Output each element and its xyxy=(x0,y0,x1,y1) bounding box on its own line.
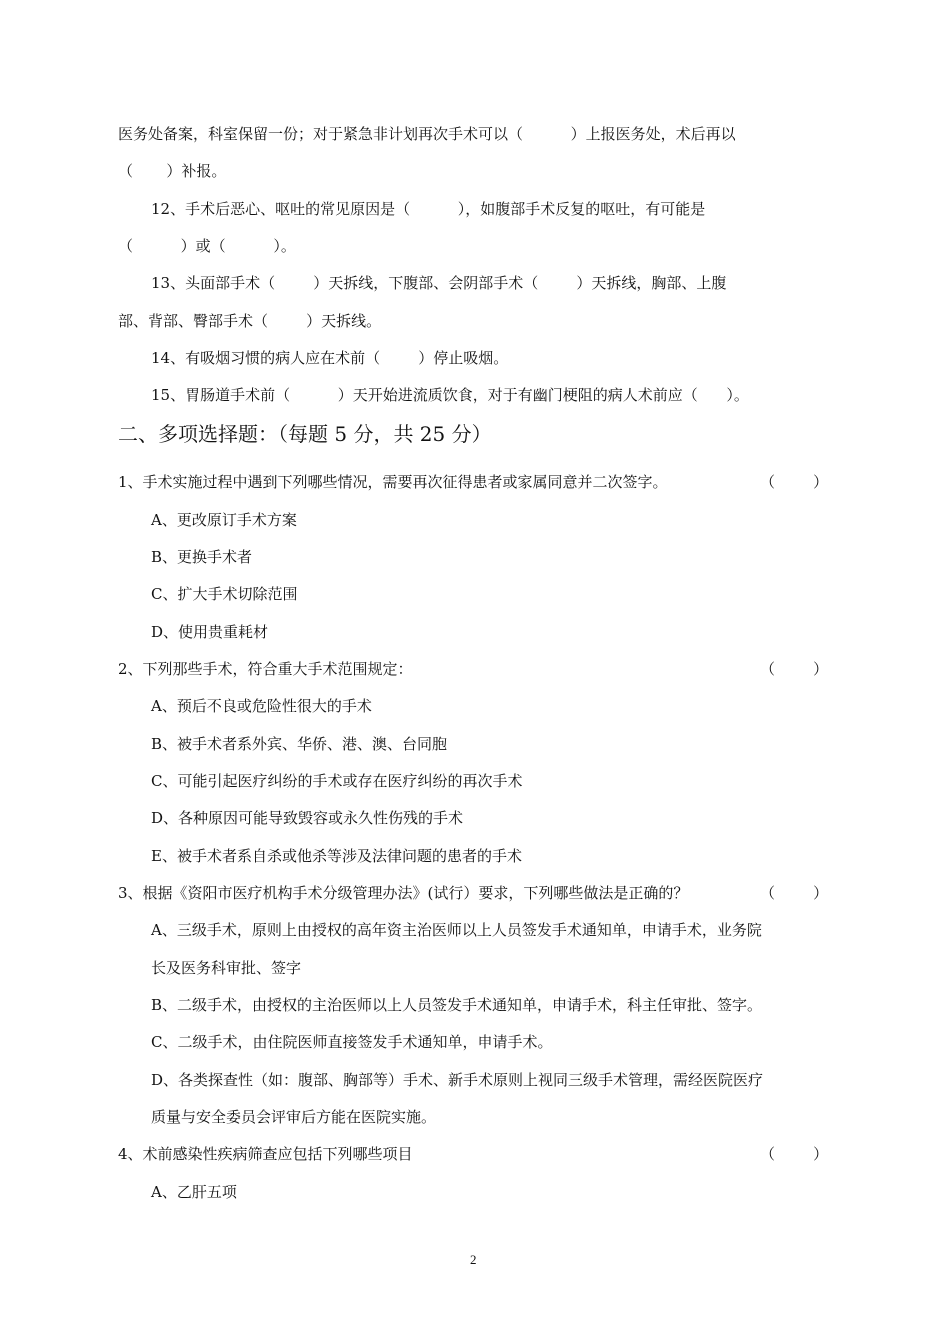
answer-paren: （ ） xyxy=(760,884,829,902)
text-line: （ ）或（ ）。 xyxy=(118,237,296,255)
option-item: B、更换手术者 xyxy=(151,548,253,566)
answer-paren: （ ） xyxy=(760,1145,829,1163)
option-item: D、各类探查性（如：腹部、胸部等）手术、新手术原则上视同三级手术管理，需经医院医疗 xyxy=(151,1071,764,1089)
option-item: C、可能引起医疗纠纷的手术或存在医疗纠纷的再次手术 xyxy=(151,772,523,790)
text-line: 12、手术后恶心、呕吐的常见原因是（ ），如腹部手术反复的呕吐，有可能是 xyxy=(151,200,706,218)
answer-paren: （ ） xyxy=(760,660,829,678)
option-item: B、被手术者系外宾、华侨、港、澳、台同胞 xyxy=(151,735,448,753)
option-item: A、三级手术，原则上由授权的高年资主治医师以上人员签发手术通知单，申请手术，业务院 xyxy=(151,921,762,939)
text-line: 13、头面部手术（ ）天拆线，下腹部、会阴部手术（ ）天拆线，胸部、上腹 xyxy=(151,274,727,292)
answer-paren: （ ） xyxy=(760,473,829,491)
text-line: （ ）补报。 xyxy=(118,162,227,180)
option-item: A、预后不良或危险性很大的手术 xyxy=(151,697,372,715)
text-line: 14、有吸烟习惯的病人应在术前（ ）停止吸烟。 xyxy=(151,349,509,367)
option-item: A、乙肝五项 xyxy=(151,1183,237,1201)
option-item: 质量与安全委员会评审后方能在医院实施。 xyxy=(151,1108,437,1126)
option-item: A、更改原订手术方案 xyxy=(151,511,297,529)
option-item: D、各种原因可能导致毁容或永久性伤残的手术 xyxy=(151,809,464,827)
option-item: D、使用贵重耗材 xyxy=(151,623,269,641)
text-line: 15、胃肠道手术前（ ）天开始进流质饮食，对于有幽门梗阻的病人术前应（ ）。 xyxy=(151,386,749,404)
option-item: 长及医务科审批、签字 xyxy=(151,959,302,977)
page-number: 2 xyxy=(470,1252,477,1267)
question-stem: 3、根据《资阳市医疗机构手术分级管理办法》(试行）要求，下列哪些做法是正确的？ xyxy=(118,884,689,902)
option-item: C、二级手术，由住院医师直接签发手术通知单，申请手术。 xyxy=(151,1033,553,1051)
text-line: 部、背部、臀部手术（ ）天拆线。 xyxy=(118,312,382,330)
option-item: E、被手术者系自杀或他杀等涉及法律问题的患者的手术 xyxy=(151,847,522,865)
question-stem: 4、术前感染性疾病筛查应包括下列哪些项目 xyxy=(118,1145,413,1163)
text-line: 医务处备案，科室保留一份；对于紧急非计划再次手术可以（ ）上报医务处，术后再以 xyxy=(118,125,736,143)
option-item: C、扩大手术切除范围 xyxy=(151,585,298,603)
option-item: B、二级手术，由授权的主治医师以上人员签发手术通知单，申请手术，科主任审批、签字。 xyxy=(151,996,763,1014)
section-heading: 二、多项选择题：（每题 5 分，共 25 分） xyxy=(118,422,492,446)
question-stem: 1、手术实施过程中遇到下列哪些情况，需要再次征得患者或家属同意并二次签字。 xyxy=(118,473,668,491)
question-stem: 2、下列那些手术，符合重大手术范围规定： xyxy=(118,660,413,678)
